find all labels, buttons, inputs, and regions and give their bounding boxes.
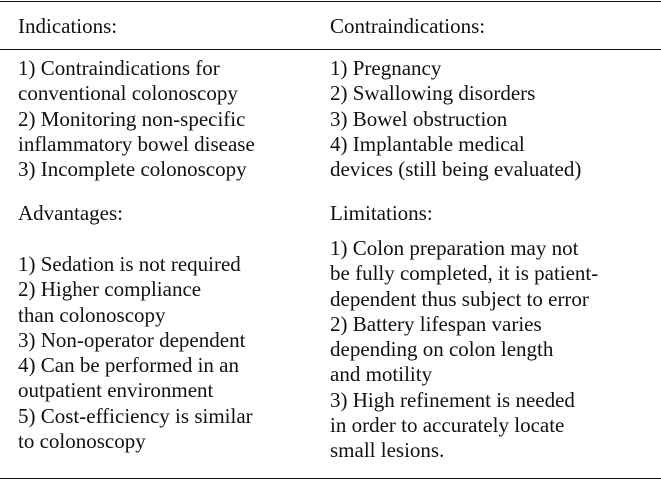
- header-contraindications: Contraindications:: [330, 14, 486, 38]
- table-header-rule: [0, 49, 661, 50]
- table-top-rule: [0, 1, 661, 2]
- header-indications: Indications:: [18, 14, 118, 38]
- advantages-list: 1) Sedation is not required 2) Higher compliance than colonoscopy 3) Non-operator dependent 4) Can be performed in an outpatient environment 5) Cost-efficiency is similar to colonoscopy: [18, 252, 253, 454]
- contraindications-list: 1) Pregnancy 2) Swallowing disorders 3) Bowel obstruction 4) Implantable medical devices (still being evaluated): [330, 56, 582, 182]
- table-bottom-rule: [0, 478, 661, 479]
- limitations-list: 1) Colon preparation may not be fully completed, it is patient- dependent thus subject to error 2) Battery lifespan varies depending on colon length and motility 3) High refinement is needed in order to accurately locate small lesions.: [330, 236, 599, 463]
- indications-list: 1) Contraindications for conventional colonoscopy 2) Monitoring non-specific inflammatory bowel disease 3) Incomplete colonoscopy: [18, 56, 255, 182]
- limitations-label: Limitations:: [330, 201, 433, 225]
- advantages-label: Advantages:: [18, 201, 123, 225]
